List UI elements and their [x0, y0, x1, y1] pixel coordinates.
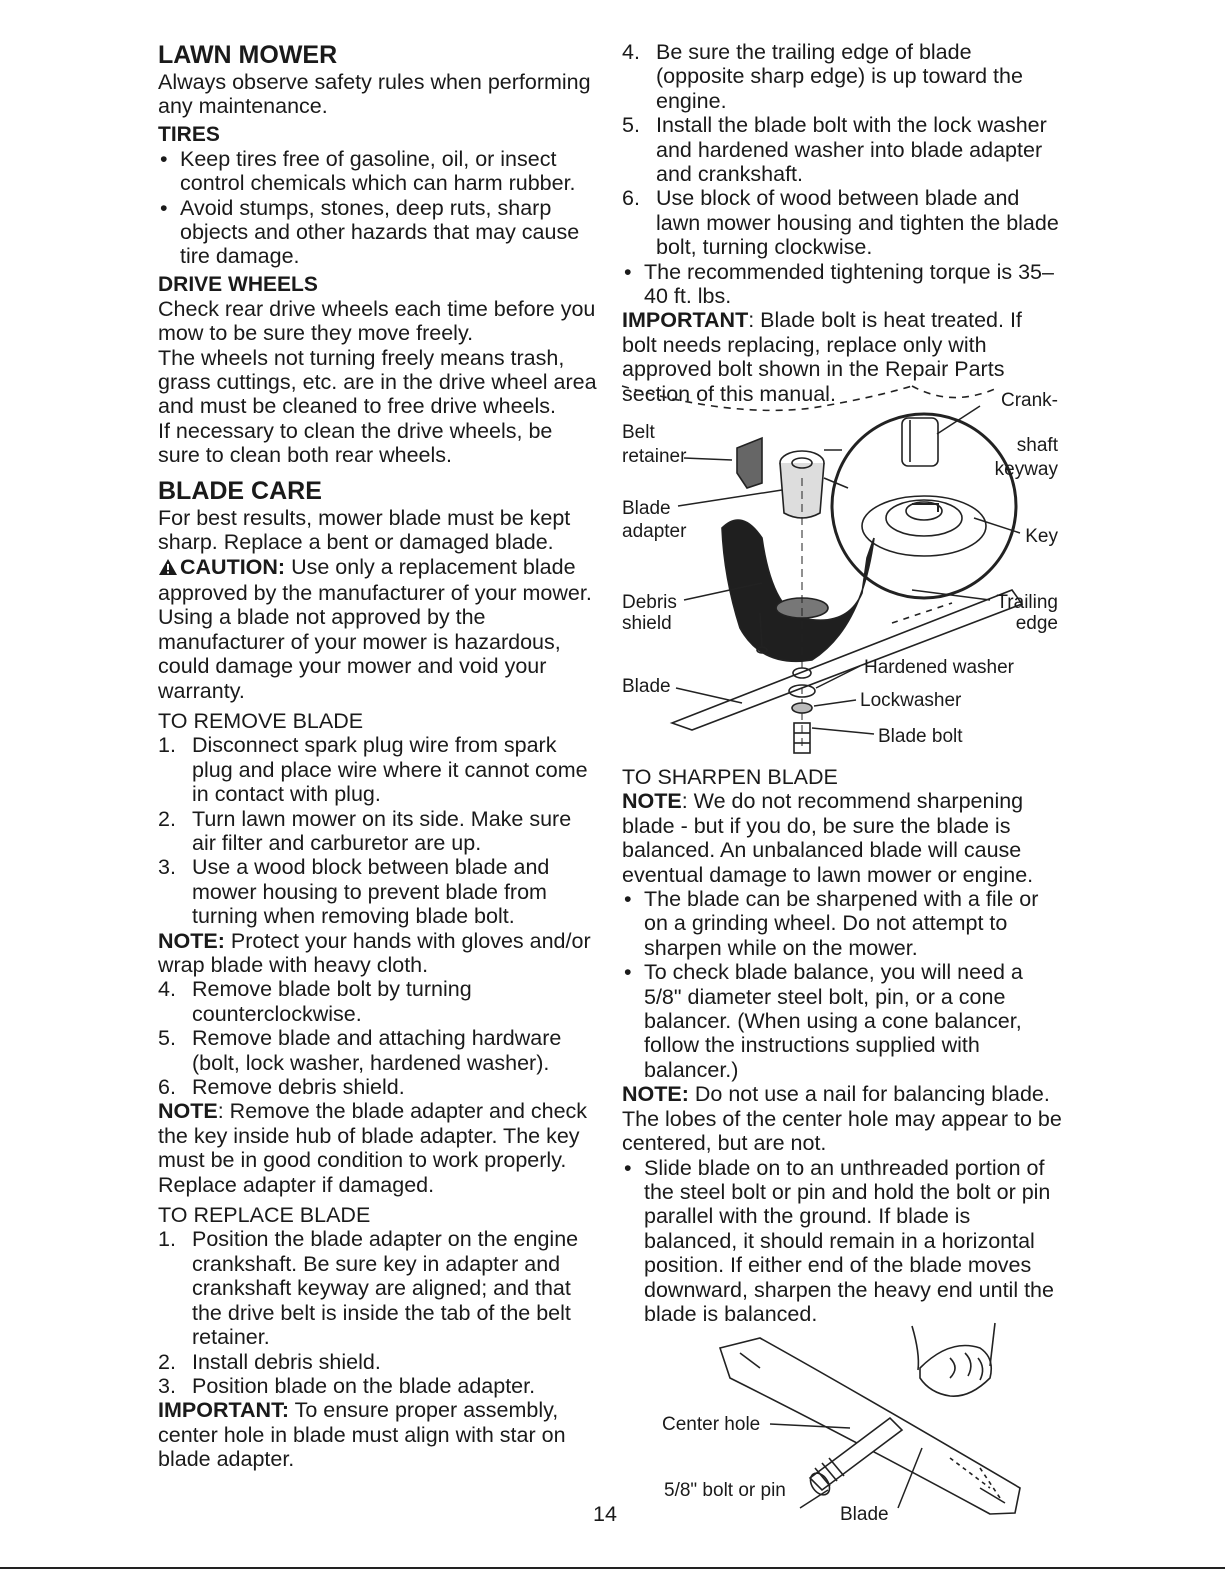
- leader-belt-retainer: [684, 458, 732, 460]
- label-crank: Crank-: [1000, 390, 1058, 411]
- note-adapter: NOTE: Remove the blade adapter and check the key inside hub of blade adapter. The key must be in good condition to work properly. Replace adapter if damaged.: [158, 1099, 588, 1197]
- remove-blade-heading: TO REMOVE BLADE: [158, 708, 364, 733]
- detail-circle: [832, 414, 1016, 598]
- leader-blade: [676, 688, 742, 703]
- label-retainer: retainer: [622, 446, 687, 467]
- right-column-bottom: [622, 765, 1062, 1326]
- list-item: • To check blade balance, you will need a 5/8" diameter steel bolt, pin, or a cone balancer. (When using a cone balancer, follow the instructions supplied with balancer.): [624, 960, 1023, 1082]
- warning-triangle-icon: [158, 557, 180, 581]
- list-item: 1. Position the blade adapter on the engine crankshaft. Be sure key in adapter and crankshaft keyway are aligned; and that the drive belt is inside the tab of the belt retainer.: [158, 1227, 579, 1350]
- label-blade-bolt: Blade bolt: [878, 726, 963, 747]
- leader-blade-adapter: [678, 490, 782, 506]
- tires-heading: TIRES: [158, 122, 220, 146]
- label-hardened-washer: Hardened washer: [864, 657, 1014, 678]
- note-gloves: NOTE: Protect your hands with gloves and/or wrap blade with heavy cloth.: [158, 928, 591, 977]
- label-blade-adapter-2: adapter: [622, 521, 687, 542]
- list-item: 5. Remove blade and attaching hardware (bolt, lock washer, hardened washer).: [158, 1026, 562, 1075]
- label-key: Key: [1025, 526, 1058, 547]
- list-item: 6. Remove debris shield.: [158, 1075, 405, 1100]
- important-assembly: IMPORTANT: To ensure proper assembly, center hole in blade must align with star on blade adapter.: [158, 1398, 566, 1472]
- label-edge: edge: [1015, 613, 1058, 634]
- lockwasher: [792, 703, 812, 713]
- right-column-top: [622, 40, 1062, 406]
- left-column: [158, 40, 598, 1472]
- drive-wheels-paragraph-2: The wheels not turning freely means trash, grass cuttings, etc. are in the drive wheel area and must be cleaned to free drive wheels.: [158, 345, 597, 419]
- list-item: • Avoid stumps, stones, deep ruts, sharp objects and other hazards that may cause tire damage.: [160, 195, 580, 269]
- belt-retainer: [737, 438, 762, 488]
- drive-wheels-heading: DRIVE WHEELS: [158, 272, 318, 296]
- label-debris: Debris: [622, 592, 677, 613]
- debris-shield: [722, 520, 874, 661]
- page-number: 14: [593, 1502, 617, 1526]
- list-item: 2. Install debris shield.: [158, 1349, 381, 1374]
- label-blade: Blade: [622, 676, 671, 697]
- lawn-mower-heading: LAWN MOWER: [158, 41, 338, 69]
- label-belt: Belt: [622, 422, 655, 443]
- blade-care-paragraph: For best results, mower blade must be kept sharp. Replace a bent or damaged blade.: [158, 505, 571, 555]
- blade-assembly-diagram: [612, 378, 1062, 765]
- list-item: 4. Be sure the trailing edge of blade (opposite sharp edge) is up toward the engine.: [622, 40, 1023, 113]
- list-item: • Slide blade on to an unthreaded portion of the steel bolt or pin and hold the bolt or pin parallel with the ground. If blade is balanced, it should remain in a horizontal position. If either end of the blade moves downward, sharpen the heavy end until the blade is balanced.: [624, 1155, 1054, 1326]
- caution-text: Use only a replacement blade approved by the manufacturer of your mower. Using a blade not approved by the manufacturer of your mower is hazardous, could damage your mower and void your warranty.: [158, 554, 592, 703]
- drive-wheels-paragraph-3: If necessary to clean the drive wheels, be sure to clean both rear wheels.: [158, 418, 553, 468]
- list-item: 1. Disconnect spark plug wire from spark plug and place wire where it cannot come in contact with plug.: [158, 733, 588, 807]
- torque-list: [622, 260, 1062, 309]
- list-item: 3. Position blade on the blade adapter.: [158, 1373, 536, 1398]
- label-center-hole: Center hole: [662, 1414, 761, 1435]
- leader-blade-bolt: [812, 728, 874, 734]
- list-item: 2. Turn lawn mower on its side. Make sure air filter and carburetor are up.: [158, 806, 572, 855]
- label-blade-adapter-1: Blade: [622, 498, 671, 519]
- tires-list: [158, 147, 598, 269]
- label-shaft: shaft: [1016, 435, 1058, 456]
- list-item: • The blade can be sharpened with a file or on a grinding wheel. Do not attempt to sharpen while on the mower.: [624, 887, 1039, 960]
- drive-wheels-paragraph-1: Check rear drive wheels each time before you mow to be sure they move freely.: [158, 296, 596, 346]
- replace-steps: [158, 1227, 598, 1398]
- blade-balance-diagram: [650, 1318, 1045, 1538]
- caution-label: CAUTION:: [180, 554, 286, 579]
- blade-care-heading: BLADE CARE: [158, 476, 322, 505]
- label-trailing: Trailing: [996, 592, 1058, 613]
- list-item: 4. Remove blade bolt by turning counterclockwise.: [158, 977, 472, 1026]
- list-item: • The recommended tightening torque is 35–40 ft. lbs.: [624, 259, 1054, 309]
- note-nail: NOTE: Do not use a nail for balancing blade. The lobes of the center hole may appear to be centered, but are not.: [622, 1082, 1062, 1156]
- note-sharpening: NOTE: We do not recommend sharpening blade - but if you do, be sure the blade is balanced. An unbalanced blade will cause eventual damage to lawn mower or engine.: [622, 789, 1034, 887]
- hand-illustration: [920, 1346, 991, 1397]
- sharpen-blade-heading: TO SHARPEN BLADE: [622, 765, 838, 789]
- bottom-rule: [0, 1567, 1225, 1569]
- label-lockwasher: Lockwasher: [860, 690, 962, 711]
- label-blade: Blade: [840, 1504, 889, 1525]
- blade-assembly-svg: [612, 378, 1062, 760]
- lawn-mower-intro: Always observe safety rules when performing any maintenance.: [158, 70, 591, 119]
- leader-bolt-pin: [800, 1490, 828, 1508]
- list-item: 6. Use block of wood between blade and lawn mower housing and tighten the blade bolt, turning clockwise.: [622, 186, 1059, 260]
- blade-balance-svg: [650, 1318, 1045, 1533]
- list-item: • Keep tires free of gasoline, oil, or insect control chemicals which can harm rubber.: [160, 146, 576, 196]
- leader-lockwasher: [814, 700, 856, 706]
- balance-list: [622, 1156, 1062, 1327]
- list-item: 3. Use a wood block between blade and mower housing to prevent blade from turning when removing blade bolt.: [158, 855, 550, 929]
- remove-steps-a: [158, 733, 598, 928]
- label-bolt-pin: 5/8" bolt or pin: [664, 1480, 786, 1501]
- label-shield: shield: [622, 613, 672, 634]
- important-bolt: IMPORTANT: Blade bolt is heat treated. If bolt needs replacing, replace only with approved bolt shown in the Repair Parts section of this manual.: [622, 308, 1022, 406]
- caution-paragraph: [158, 555, 598, 703]
- sharpen-list: [622, 887, 1062, 1082]
- label-keyway: keyway: [994, 459, 1058, 480]
- housing-outline: [622, 386, 912, 410]
- crankshaft-end: [902, 418, 938, 466]
- remove-steps-b: [158, 977, 598, 1099]
- replace-blade-heading: TO REPLACE BLADE: [158, 1203, 371, 1228]
- list-item: 5. Install the blade bolt with the lock washer and hardened washer into blade adapter and crankshaft.: [622, 113, 1047, 187]
- replace-steps-continued: [622, 40, 1062, 260]
